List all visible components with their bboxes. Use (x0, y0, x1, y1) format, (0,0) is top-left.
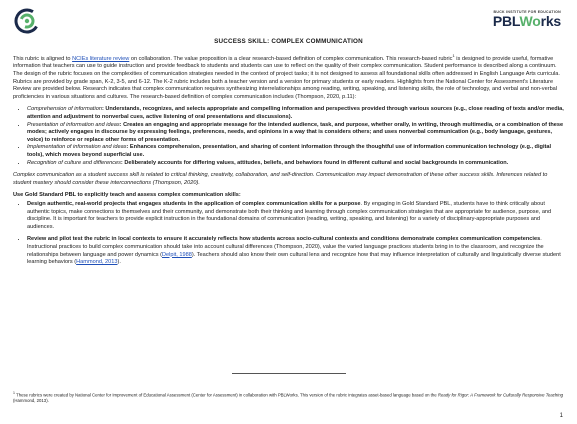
page-title: SUCCESS SKILL: COMPLEX COMMUNICATION (214, 38, 363, 45)
literature-review-link[interactable]: NCIEs literature review (72, 55, 130, 62)
context-note: Complex communication as a student success skill is related to critical thinking, creativity, collaboration, and self-direction. Communication may impact demonstration of these other success skills. Inferences related to student mastery should consider these interconnections (Thompson, 2020). (13, 172, 548, 186)
list-item: • Implementation of information and ideas: Enhances comprehension, presentation, and sharing of content information through the thoughtful use of information communication technology (e.g., digital tools), which moves beyond superficial use. (27, 144, 564, 159)
hammond-link[interactable]: Hammond, 2013 (76, 259, 118, 266)
delpit-link[interactable]: Delpit, 1988 (161, 251, 192, 258)
pblworks-swirl-logo (14, 8, 40, 34)
list-item: • Recognition of culture and differences: Deliberately accounts for differing values, attitudes, beliefs, and behaviors found in different cultural and social backgrounds in communication. (27, 160, 564, 168)
footnote: $^1$ These rubrics were created by National Center for Improvement of Educational Assessment (Center for Assessment) in collaboration with PBLWorks. This version of the rubric integrates asset-based language based on the Ready for Rigor: A Framework for Culturally Responsive Teaching (Hammond, 2013). (13, 391, 563, 404)
list-item: • Presentation of information and ideas: Creates an engaging and appropriate message for the intended audience, task, and purpose, whether orally, in writing, through multimedia, or a combination of these modes; actively engages in discourse by expressing feelings, preferences, needs, and opinions in a way that is considers others; and uses nonverbal communication (e.g., body language, gestures, voice) to reinforce or replace other forms of presentation. (27, 122, 564, 145)
intro-paragraph: This rubric is aligned to NCIEs literature review on collaboration. The value proposition is a clear research-based definition of complex communication. This research-based rubric$^1$ is designed to provide useful, formative information that teachers can use to guide instruction and provide feedback to students and students can use to reflect on the quality of their complex communication. Student performance is described along a continuum. The design of the rubric focuses on the complexities of communication strategies needed in the context of project tasks; it is not designed to assess all foundational skills often addressed in English Language Arts curricula. Rubrics are provided by grade span, K-2, 3-5, and 6-12. The K-2 rubric includes both a teacher version and a version for primary students or early readers. Highlights from the National Center for Assessment's Literature Review are provided below. Research indicates that complex communication requires synthesizing interrelationships among reading, writing, speaking, and listening skills, the role of technology, and verbal and non-verbal proficiencies in various situations and cultures. The research-based definition of complex communication includes (Thompson, 2020, p.11): (13, 53, 560, 100)
document-body (13, 52, 564, 272)
org-tagline: BUCK INSTITUTE FOR EDUCATION (493, 10, 561, 14)
footnote-ref: 1 (452, 53, 455, 58)
page-number: 1 (559, 413, 563, 419)
footnote-divider (232, 373, 346, 374)
pblworks-logo (493, 10, 561, 28)
list-item: • Comprehension of information: Understands, recognizes, and selects appropriate and compelling information and perspectives provided through various sources (e.g., close reading of texts and/or media, attention and adjustment to nonverbal cues, active listening of oral presentations and discussions). (27, 106, 564, 121)
gold-standard-heading: Use Gold Standard PBL to explicitly teach and assess complex communication skills: (13, 192, 241, 199)
definition-list (13, 106, 564, 167)
list-item: • Design authentic, real-world projects that engages students in the application of complex communication skills for a purpose. By engaging in Gold Standard PBL, students have to think critically about authentic topics, make connections to themselves and their community, and demonstrate both their thinking and learning through complex communication strategies that are appropriate for audience, purpose, and discipline. It is important for teachers to provide explicit instruction in the foundational domains of communication (reading, writing, speaking, and listening) for a variety of disciplinary-appropriate purposes and audiences. (27, 201, 564, 231)
gold-standard-list (13, 201, 564, 267)
brand-wordmark: PBLWorks (492, 13, 561, 29)
list-item: • Review and pilot test the rubric in local contexts to ensure it accurately reflects how students across socio-cultural contexts and conditions demonstrate complex communication competencies. Instructional practices to build complex communication should take into account cultural differences (Thompson, 2020), value the varied language practices students bring in to the classroom, and recognize the relationships between language and power dynamics (Delpit, 1988). Teachers should also know their own cultural lens and recognize how that may influence interpretation of culturally and linguistically diverse student learning behaviors (Hammond, 2013). (27, 236, 564, 266)
